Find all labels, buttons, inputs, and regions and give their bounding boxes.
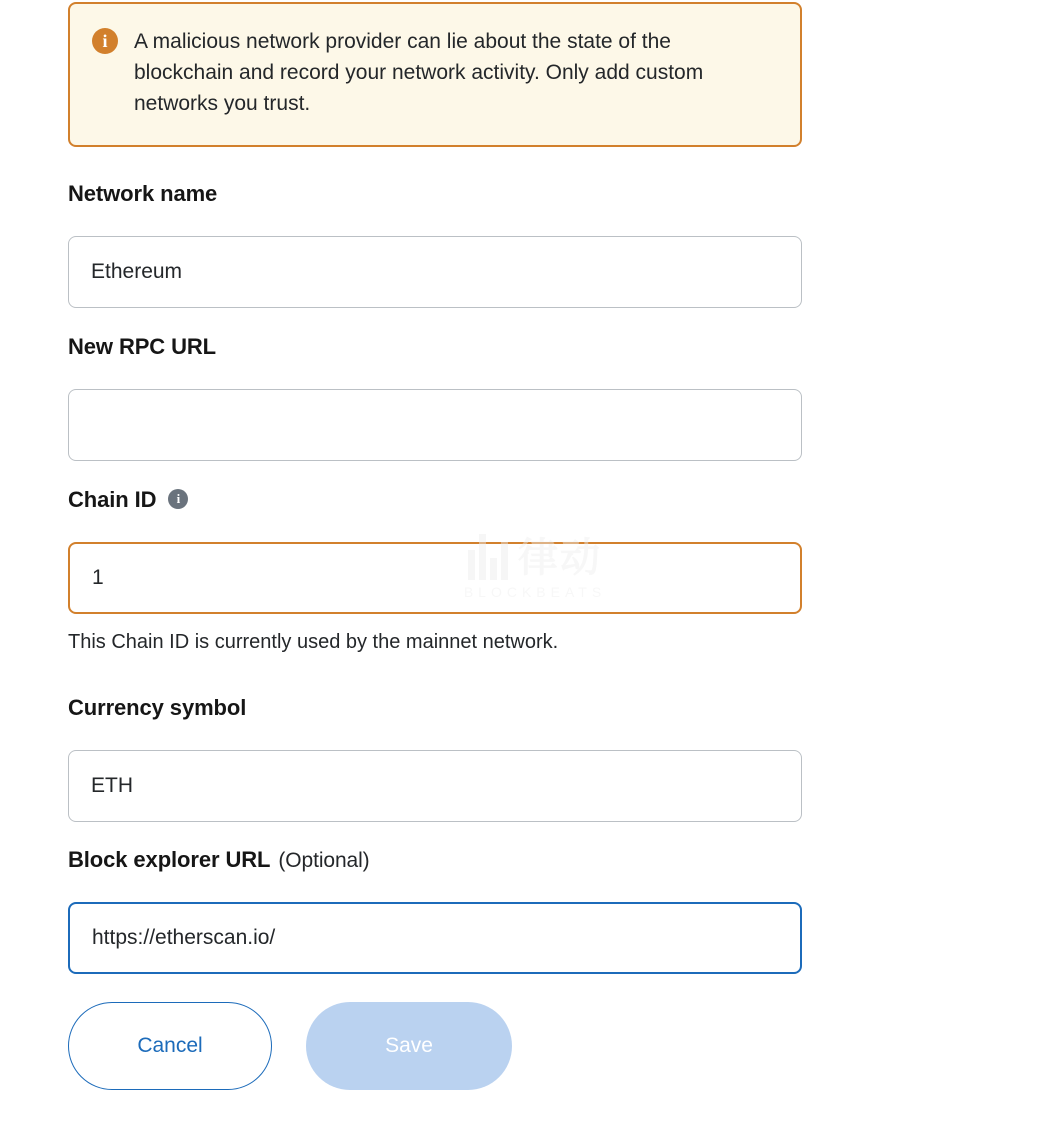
watermark-title: 律动	[518, 536, 602, 580]
chain-id-label	[68, 487, 188, 513]
rpc-url-input[interactable]	[68, 389, 802, 461]
block-explorer-url-label	[68, 847, 370, 873]
info-icon[interactable]: i	[168, 489, 188, 509]
chain-id-label-text: Chain ID	[68, 487, 157, 512]
malicious-network-warning	[68, 2, 802, 147]
block-explorer-url-optional-text: (Optional)	[278, 849, 370, 872]
info-icon: i	[92, 28, 118, 54]
chain-id-helper-text: This Chain ID is currently used by the mainnet network.	[68, 631, 559, 653]
watermark-subtitle: BLOCKBEATS	[463, 584, 607, 600]
currency-symbol-input[interactable]: ETH	[68, 750, 802, 822]
network-name-label: Network name	[68, 181, 218, 206]
rpc-url-label: New RPC URL	[68, 334, 217, 359]
warning-text: A malicious network provider can lie about the state of the blockchain and record your network activity. Only add custom networks you trust.	[134, 30, 704, 115]
chain-id-input[interactable]: 1	[68, 542, 802, 614]
network-name-input[interactable]: Ethereum	[68, 236, 802, 308]
cancel-button[interactable]: Cancel	[68, 1002, 272, 1090]
save-button[interactable]: Save	[306, 1002, 512, 1090]
block-explorer-url-label-text: Block explorer URL	[68, 847, 271, 872]
form-actions	[68, 1002, 512, 1090]
block-explorer-url-input[interactable]: https://etherscan.io/	[68, 902, 802, 974]
currency-symbol-label: Currency symbol	[68, 695, 247, 720]
